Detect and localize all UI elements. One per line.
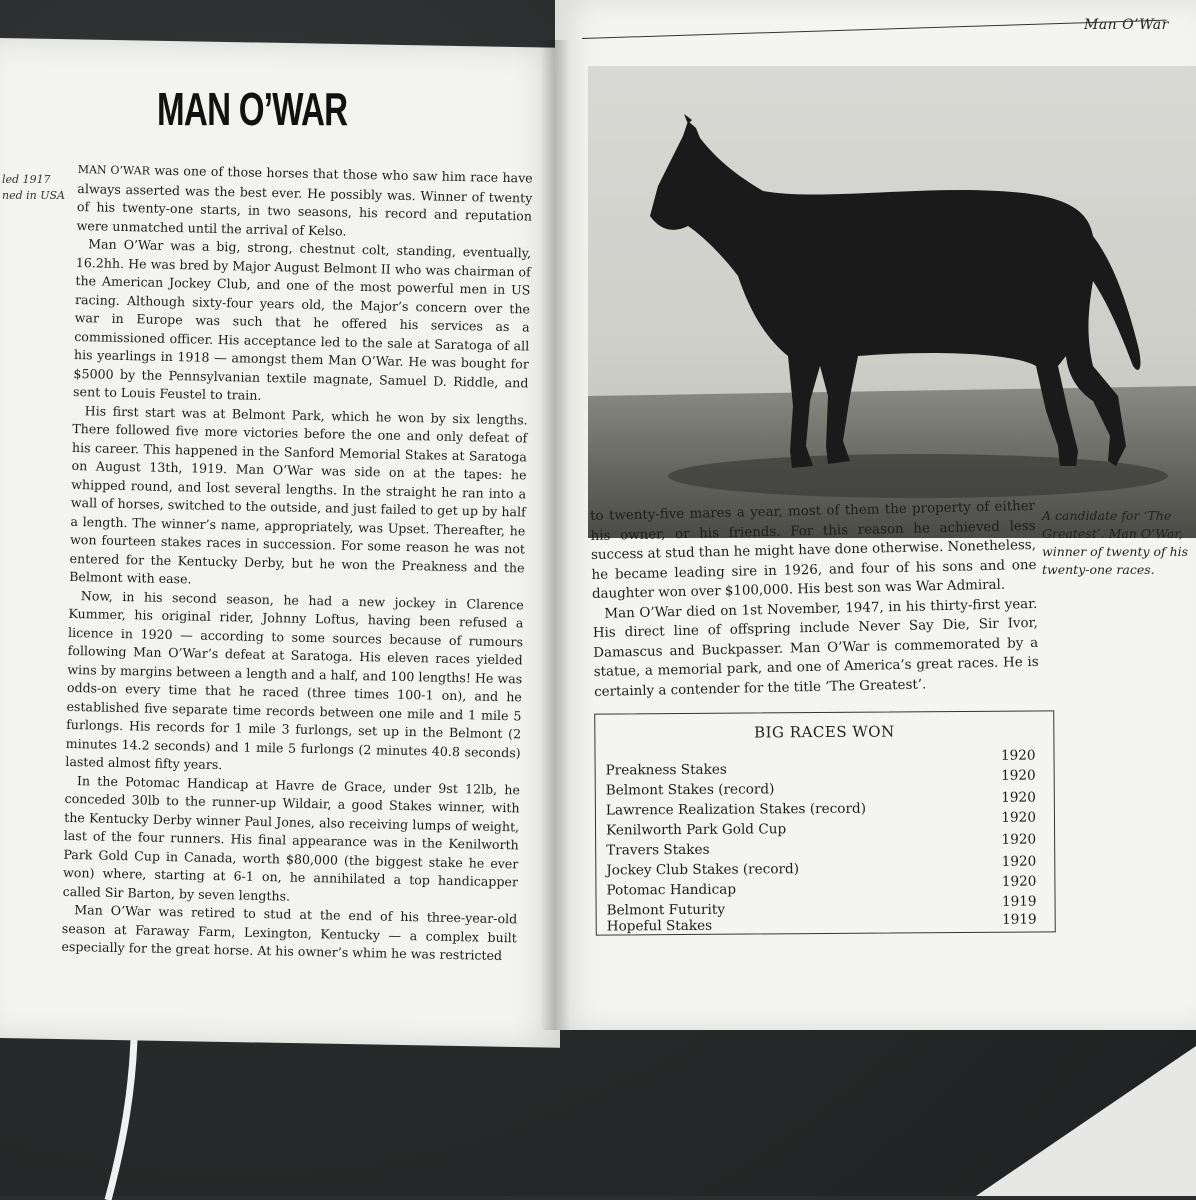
table-row [606, 853, 1037, 879]
margin-note [2, 172, 65, 204]
table-row [606, 873, 1037, 899]
table-row [605, 747, 1036, 779]
race-name: Travers Stakes [606, 841, 710, 859]
big-races-table [594, 710, 1056, 935]
race-name: Potomac Handicap [606, 881, 737, 899]
race-year: 1920 [1000, 747, 1036, 764]
running-head: Man O’War [1084, 17, 1169, 33]
paragraph: Man O’War was a big, strong, chestnut colt, standing, eventually, 16.2hh. He was bred by Major August Belmont II who was chairman of the American Jockey Club, and one of the most powerful men in US racing. Although sixty-four years old, the Major’s concern over the war in Europe was such that he offered his services as a commissioned officer. His acceptance led to the sale at Saratoga of all his yearlings in 1918 — amongst them Man O’War. He was bought for $5000 by the Pennsylvanian textile magnate, Samuel D. Riddle, and sent to Louis Feustel to train. [72, 236, 532, 403]
paragraph: to twenty-five mares a year, most of them the property of either his owner, or his friends. For this reason he achieved less success at stud than he might have done otherwise. Nonetheless, he became leading sire in 1926, and four of his sons and one daughter won over $100,000. His best son was War Admiral. [590, 498, 1037, 602]
bookmark-ribbon [104, 1040, 144, 1200]
paragraph: In the Potomac Handicap at Havre de Grace, under 9st 12lb, he conceded 30lb to the runner-up Wildair, a good Stakes winner, with the Kentucky Derby winner Paul Jones, also receiving lumps of weight, last of the four runners. His final appearance was in the Kenilworth Park Gold Cup in Canada, worth $80,000 (the biggest stake he ever won) where, starting at 6-1 on, he annihilated a top handicapper called Sir Barton, by seven lengths. [62, 772, 521, 904]
margin-note-line: led 1917 [2, 173, 51, 186]
paragraph: Man O’War was retired to stud at the end of his three-year-old season at Faraway Farm, Lexington, Kentucky — a complex built especially for the great horse. At his owner’s whim he was restricted [61, 902, 518, 964]
race-year: 1919 [1002, 911, 1037, 928]
race-name: Lawrence Realization Stakes (record) [605, 800, 867, 819]
paragraph-text: was one of those horses that those who saw him race have always asserted was the best ever. He possibly was. Winner of twenty of his twenty-one starts, in two seasons, his record and reputation were unmatched until the arrival of Kelso. [76, 162, 533, 239]
race-year: 1920 [1001, 873, 1037, 890]
race-name: Jockey Club Stakes (record) [606, 861, 800, 879]
paragraph [76, 160, 532, 245]
paragraph: Now, in his second season, he had a new jockey in Clarence Kummer, his original rider, Johnny Loftus, having been refused a licence in 1920 — according to some sources because of rumours following Man O’War’s defeat at Saratoga. His eleven races yielded wins by margins between a length and a half, and 100 lengths! He was odds-on every time that he raced (three times 100-1 on), and he established five separate time records between one mile and 1 mile 5 furlongs. His records for 1 mile 3 furlongs, set up in the Belmont (2 minutes 14.2 seconds) and 1 mile 5 furlongs (2 minutes 40.8 seconds) lasted almost fifty years. [65, 587, 524, 773]
race-name: Hopeful Stakes [606, 917, 713, 935]
table-row [606, 893, 1037, 919]
race-name: Preakness Stakes [605, 761, 727, 779]
race-year: 1920 [1001, 809, 1037, 826]
book-spine-shadow [540, 40, 570, 1030]
photo-caption: A candidate for ‘The Greatest’. Man O’War, winner of twenty of his twenty-one races. [1042, 508, 1189, 577]
race-year: 1919 [1001, 893, 1037, 910]
horse-photo-svg [588, 66, 1196, 538]
lead-smallcaps: MAN O’WAR [77, 162, 151, 178]
race-name: Belmont Stakes (record) [605, 781, 775, 799]
race-name: Belmont Futurity [606, 901, 726, 919]
race-year: 1920 [1001, 789, 1036, 806]
paragraph: His first start was at Belmont Park, which he won by six lengths. There followed five more victories before the one and only defeat of his career. This happened in the Sanford Memorial Stakes at Saratoga on August 13th, 1919. Man O’War was side on at the tapes: he whipped round, and lost several lengths. In the straight he ran into a wall of horses, switched to the outside, and just failed to get up by half a length. The winner’s name, appropriately, was Upset. Thereafter, he won fourteen stakes races in succession. For some reason he was not entered for the Kentucky Derby, but he won the Preakness and the Belmont with ease. [69, 402, 528, 587]
margin-note-line: ned in USA [2, 189, 65, 202]
paragraph: Man O’War died on 1st November, 1947, in his thirty-first year. His direct line of offspring include Never Say Die, Sir Ivor, Damascus and Buckpasser. Man O’War is commemorated by a statue, a memorial park, and one of America’s great races. He is certainly a contender for the title ‘The Greatest’. [592, 596, 1039, 700]
table-row [606, 831, 1037, 859]
race-name: Kenilworth Park Gold Cup [605, 821, 787, 839]
race-year: 1920 [1001, 767, 1036, 784]
race-year: 1920 [1001, 853, 1037, 870]
race-year: 1920 [1001, 831, 1037, 848]
page-title: MAN O’WAR [157, 83, 348, 135]
right-body-text [590, 497, 1039, 702]
table-title: BIG RACES WON [753, 722, 895, 742]
horse-photograph [588, 66, 1196, 538]
left-body-text [61, 160, 533, 966]
